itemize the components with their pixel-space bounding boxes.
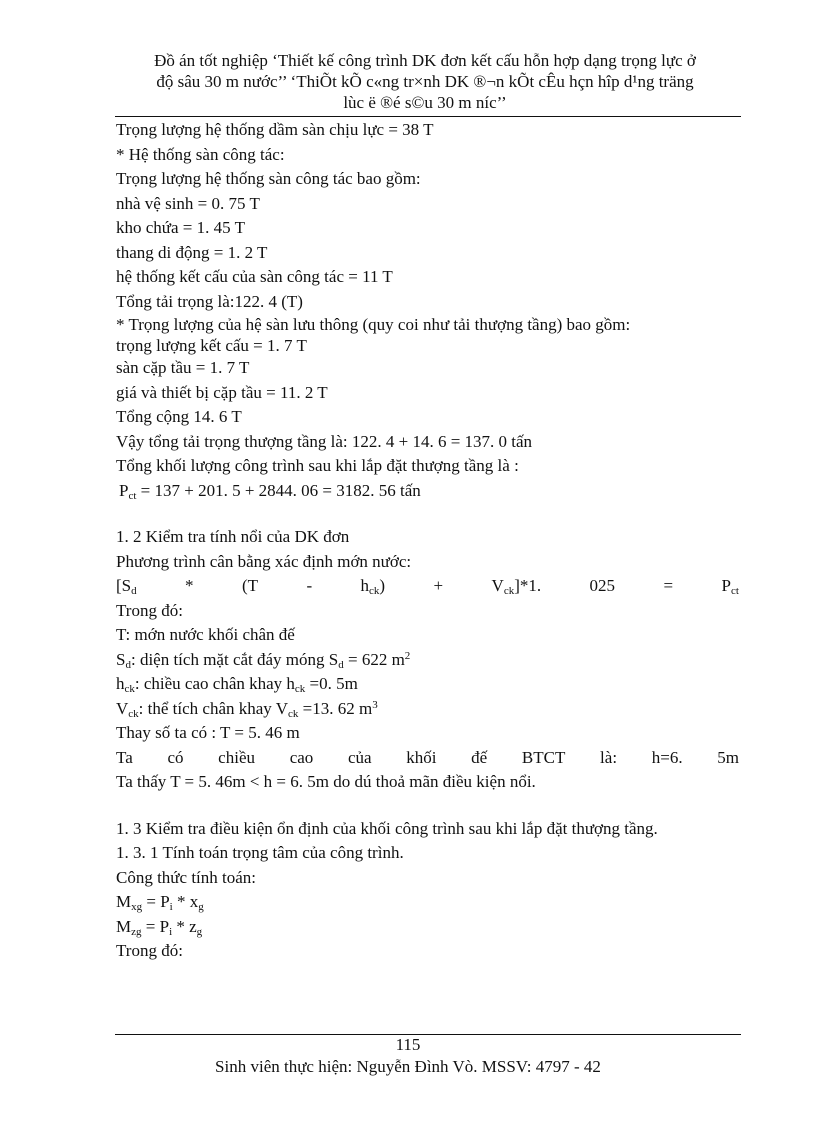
eq-term: $V_{ck}]*1$. (491, 576, 542, 597)
page-number: 115 (395, 1035, 421, 1054)
section-heading-1-3: 1. 3 Kiểm tra điều kiện ổn định của khối công trình sau khi lắp đặt thượng tầng. (116, 818, 658, 838)
eq-term: [$S_d$ (116, 576, 137, 597)
text-line: sàn cặp tầu = 1. 7 T (116, 358, 250, 377)
word: đế (471, 747, 488, 767)
text-line: trọng lượng kết cấu = 1. 7 T (116, 336, 307, 355)
word: Ta (116, 747, 133, 767)
text-line: Phương trình cân bằng xác định mớn nước: (116, 551, 412, 571)
spacer (116, 503, 739, 525)
text-line: Công thức tính toán: (116, 867, 257, 887)
spacer (116, 795, 739, 817)
text-line: Tổng khối lượng công trình sau khi lắp đặt thượng tầng là : (116, 456, 519, 475)
eq-term: 025 (589, 576, 616, 595)
text-line: * Hệ thống sàn công tác: (116, 144, 285, 164)
header-line-3: lùc ë ®é s©u 30 m níc’’ (343, 93, 507, 112)
word: của (347, 747, 372, 767)
definition-Sd: $S_d$: diện tích mặt cắt đáy móng $S_d = 622$ $m^2$ (116, 649, 411, 671)
text-line: T: mớn nước khối chân đế (116, 625, 295, 644)
header-line-2: độ sâu 30 m nước’’ ‘ThiÕt kÕ c«ng tr×nh DK ®¬n kÕt cÊu hçn hîp d¹ng träng (156, 72, 694, 91)
text-line: Trọng lượng hệ thống dầm sàn chịu lực = 38 T (116, 120, 434, 139)
header-line-1: Đồ án tốt nghiệp ‘Thiết kế công trình DK đơn kết cấu hỗn hợp dạng trọng lực ở (154, 51, 696, 70)
text-line: Tổng tải trọng là:122. 4 (T) (116, 291, 303, 311)
text-line: Tổng cộng 14. 6 T (116, 407, 242, 426)
section-heading-1-3-1: 1. 3. 1 Tính toán trọng tâm của công trình. (116, 843, 404, 862)
definition-Vck: $V_{ck}$: thể tích chân khay $V_{ck} =13$. 62 $m^3$ (116, 698, 378, 720)
height-line (116, 746, 739, 771)
text-line: Vậy tổng tải trọng thượng tầng là: 122. 4 + 14. 6 = 137. 0 tấn (116, 431, 533, 451)
word: có (167, 747, 184, 767)
word: cao (289, 747, 314, 767)
formula-mzg: $M_{zg} = P_i * z_g$ (116, 916, 203, 938)
eq-term: = (663, 576, 674, 595)
eq-term: * (185, 576, 194, 595)
text-line: giá và thiết bị cặp tầu = 11. 2 T (116, 382, 328, 402)
word: chiều (218, 747, 255, 767)
buoyancy-equation (116, 574, 739, 599)
total-mass-line (116, 479, 739, 504)
text-line: Ta thấy T = 5. 46m < h = 6. 5m do dú thoả mãn điều kiện nổi. (116, 772, 536, 791)
word: 5m (717, 747, 739, 767)
text-line: Trọng lượng hệ thống sàn công tác bao gồm: (116, 169, 421, 188)
eq-term: $h_{ck}$) (360, 576, 386, 597)
text-line: nhà vệ sinh = 0. 75 T (116, 193, 260, 213)
formula-mxg: $M_{xg} = P_i * x_g$ (116, 892, 204, 913)
text-line: hệ thống kết cấu của sàn công tác = 11 T (116, 267, 393, 286)
text-line: * Trọng lượng của hệ sàn lưu thông (quy coi như tải thượng tầng) bao gồm: (116, 315, 631, 334)
word: là: (600, 747, 618, 767)
text-line: thang di động = 1. 2 T (116, 242, 268, 262)
text: = 137 + 201. 5 + 2844. 06 = 3182. 56 tấn (136, 480, 421, 500)
definition-hck: $h_{ck}$: chiều cao chân khay $h_{ck} =0$. 5m (116, 674, 358, 695)
text-line: Trong đó: (116, 941, 183, 960)
subscript: ct (128, 489, 137, 502)
symbol: P (119, 480, 129, 500)
word: BTCT (521, 747, 566, 767)
section-heading-1-2: 1. 2 Kiểm tra tính nổi của DK đơn (116, 527, 350, 546)
word: khối (406, 747, 437, 767)
eq-term: + (433, 576, 444, 595)
eq-term: $P_{ct}$ (721, 576, 739, 597)
eq-term: - (306, 576, 313, 595)
eq-term: (T (241, 576, 259, 595)
text-line: kho chứa = 1. 45 T (116, 218, 245, 237)
word: h=6. (651, 747, 683, 767)
page-header (110, 50, 740, 113)
document-body (116, 118, 739, 964)
text-line: Thay số ta có : T = 5. 46 m (116, 723, 300, 742)
header-divider (115, 116, 741, 117)
text-line: Trong đó: (116, 600, 183, 620)
page-footer: Sinh viên thực hiện: Nguyễn Đình Vò. MSSV: 4797 - 42 (215, 1057, 601, 1076)
